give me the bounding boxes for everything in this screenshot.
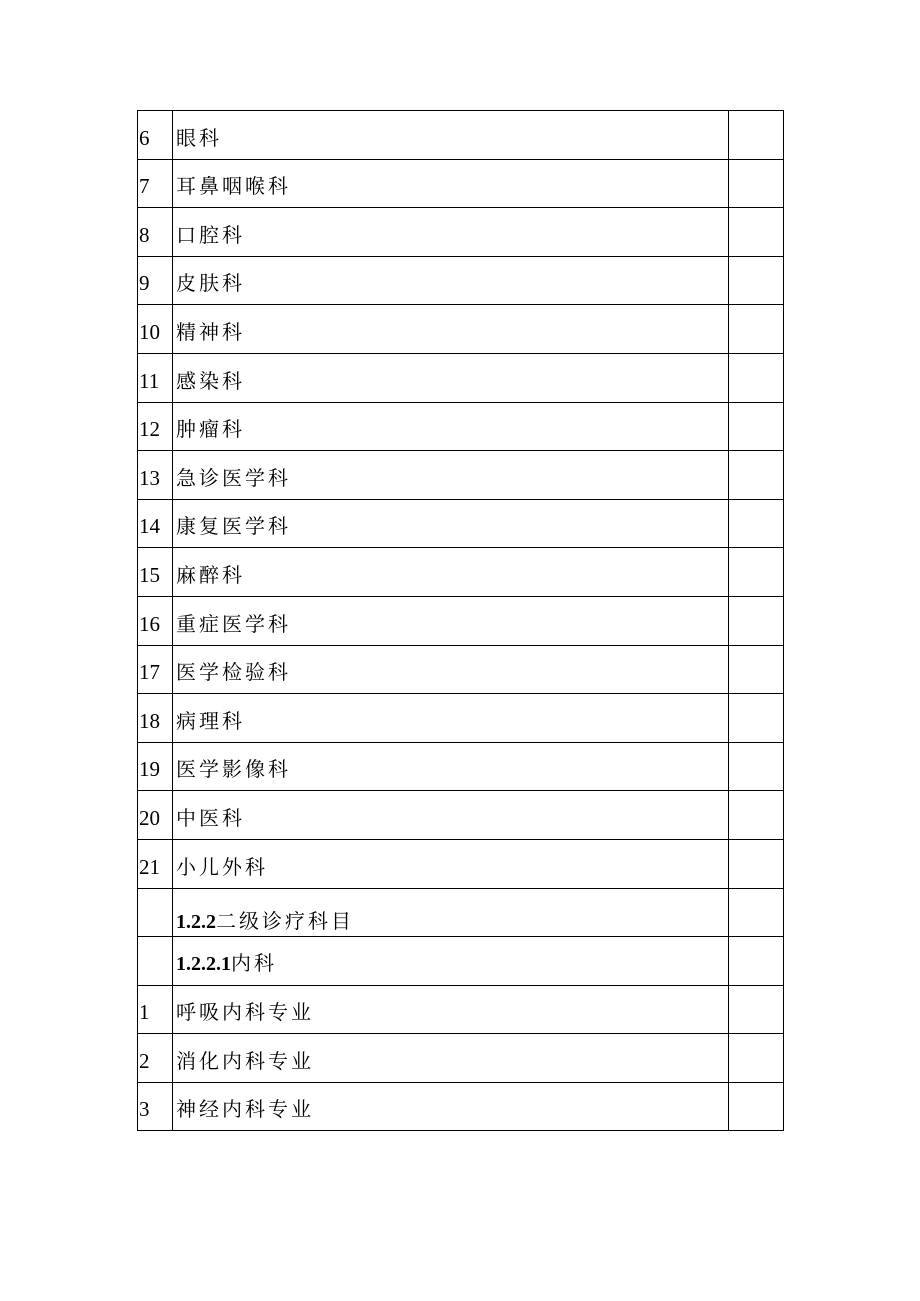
empty-cell bbox=[729, 451, 784, 500]
subsection-heading-row bbox=[138, 937, 784, 986]
table-row bbox=[138, 451, 784, 500]
department-name: 感染科 bbox=[173, 353, 729, 402]
row-number: 18 bbox=[138, 694, 173, 743]
table-row bbox=[138, 111, 784, 160]
table-row bbox=[138, 548, 784, 597]
department-name: 小儿外科 bbox=[173, 839, 729, 888]
empty-cell bbox=[729, 937, 784, 986]
empty-cell bbox=[729, 208, 784, 257]
table-row bbox=[138, 839, 784, 888]
department-name: 耳鼻咽喉科 bbox=[173, 159, 729, 208]
department-name: 医学检验科 bbox=[173, 645, 729, 694]
department-name: 眼科 bbox=[173, 111, 729, 160]
table-row bbox=[138, 305, 784, 354]
department-table bbox=[137, 110, 784, 1131]
empty-cell bbox=[729, 888, 784, 937]
empty-cell bbox=[729, 548, 784, 597]
row-number: 14 bbox=[138, 499, 173, 548]
row-number: 16 bbox=[138, 596, 173, 645]
empty-cell bbox=[729, 1034, 784, 1083]
table-row bbox=[138, 694, 784, 743]
department-name: 精神科 bbox=[173, 305, 729, 354]
empty-cell bbox=[729, 402, 784, 451]
table-row bbox=[138, 402, 784, 451]
department-name: 中医科 bbox=[173, 791, 729, 840]
department-name: 肿瘤科 bbox=[173, 402, 729, 451]
empty-cell bbox=[729, 694, 784, 743]
department-name: 麻醉科 bbox=[173, 548, 729, 597]
table-row bbox=[138, 1034, 784, 1083]
empty-cell bbox=[729, 596, 784, 645]
row-number: 2 bbox=[138, 1034, 173, 1083]
row-number: 6 bbox=[138, 111, 173, 160]
row-number: 20 bbox=[138, 791, 173, 840]
table-row bbox=[138, 499, 784, 548]
section-title: 二级诊疗科目 bbox=[216, 909, 354, 934]
department-name: 康复医学科 bbox=[173, 499, 729, 548]
department-name: 重症医学科 bbox=[173, 596, 729, 645]
table-row bbox=[138, 645, 784, 694]
table-row bbox=[138, 353, 784, 402]
row-number: 21 bbox=[138, 839, 173, 888]
row-number: 11 bbox=[138, 353, 173, 402]
empty-cell bbox=[729, 1082, 784, 1131]
empty-cell bbox=[729, 645, 784, 694]
row-number: 3 bbox=[138, 1082, 173, 1131]
table-row bbox=[138, 256, 784, 305]
empty-cell bbox=[729, 499, 784, 548]
subsection-heading bbox=[173, 937, 729, 986]
table-row bbox=[138, 742, 784, 791]
row-number: 1 bbox=[138, 985, 173, 1034]
row-number: 15 bbox=[138, 548, 173, 597]
empty-cell bbox=[729, 305, 784, 354]
empty-cell bbox=[729, 742, 784, 791]
row-number: 7 bbox=[138, 159, 173, 208]
subsection-code: 1.2.2.1 bbox=[176, 952, 231, 975]
table-row bbox=[138, 1082, 784, 1131]
department-name: 口腔科 bbox=[173, 208, 729, 257]
table-row bbox=[138, 159, 784, 208]
empty-cell bbox=[138, 888, 173, 937]
row-number: 19 bbox=[138, 742, 173, 791]
department-table-body bbox=[138, 111, 784, 1131]
department-name: 呼吸内科专业 bbox=[173, 985, 729, 1034]
table-row bbox=[138, 208, 784, 257]
table-row bbox=[138, 985, 784, 1034]
row-number: 9 bbox=[138, 256, 173, 305]
empty-cell bbox=[138, 937, 173, 986]
department-name: 急诊医学科 bbox=[173, 451, 729, 500]
section-heading bbox=[173, 888, 729, 937]
empty-cell bbox=[729, 111, 784, 160]
empty-cell bbox=[729, 791, 784, 840]
row-number: 17 bbox=[138, 645, 173, 694]
empty-cell bbox=[729, 159, 784, 208]
row-number: 10 bbox=[138, 305, 173, 354]
subsection-title: 内科 bbox=[231, 950, 277, 975]
table-row bbox=[138, 596, 784, 645]
empty-cell bbox=[729, 839, 784, 888]
department-name: 皮肤科 bbox=[173, 256, 729, 305]
table-row bbox=[138, 791, 784, 840]
empty-cell bbox=[729, 353, 784, 402]
row-number: 8 bbox=[138, 208, 173, 257]
section-heading-row bbox=[138, 888, 784, 937]
row-number: 12 bbox=[138, 402, 173, 451]
department-name: 神经内科专业 bbox=[173, 1082, 729, 1131]
department-name: 病理科 bbox=[173, 694, 729, 743]
empty-cell bbox=[729, 256, 784, 305]
department-name: 医学影像科 bbox=[173, 742, 729, 791]
empty-cell bbox=[729, 985, 784, 1034]
department-name: 消化内科专业 bbox=[173, 1034, 729, 1083]
row-number: 13 bbox=[138, 451, 173, 500]
section-code: 1.2.2 bbox=[176, 911, 216, 934]
